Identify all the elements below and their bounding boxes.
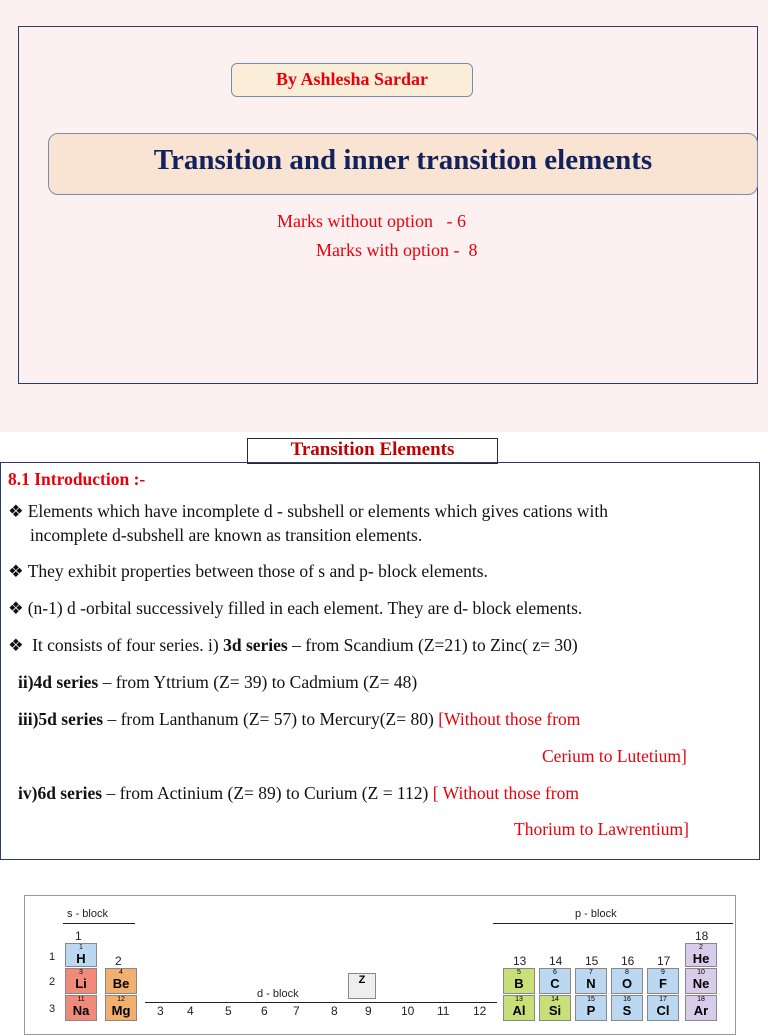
element-cell-na — [65, 995, 97, 1021]
element-cell-he — [685, 943, 717, 967]
element-cell-h — [65, 943, 97, 967]
group-number-label: 8 — [331, 1004, 338, 1018]
p-block-arrow — [493, 923, 733, 924]
series-6d-text: – from Actinium (Z= 89) to Curium (Z = 112) — [102, 783, 433, 803]
s-block-label: s - block — [67, 908, 108, 920]
bullet-1-text: Elements which have incomplete d - subshell or elements which gives cations with — [27, 501, 608, 521]
page-title: Transition and inner transition elements — [48, 133, 758, 195]
atomic-number: 8 — [625, 969, 629, 976]
series-5d-name: iii)5d series — [18, 709, 104, 729]
bullet-4-prefix: It consists of four series. i) — [27, 635, 224, 655]
diamond-bullet-icon: ❖ — [8, 501, 24, 521]
atomic-number: 14 — [551, 996, 559, 1003]
atomic-number: 11 — [77, 996, 85, 1003]
title-slide — [0, 0, 768, 432]
legend-key-symbol: Z — [358, 974, 366, 986]
element-symbol: O — [621, 976, 633, 991]
element-cell-p — [575, 995, 607, 1021]
group-number-label: 11 — [437, 1004, 450, 1018]
element-cell-f — [647, 968, 679, 994]
legend-key-cell — [348, 973, 376, 999]
atomic-number: 15 — [587, 996, 595, 1003]
atomic-number: 4 — [119, 969, 123, 976]
element-symbol: C — [550, 976, 560, 991]
element-cell-ne — [685, 968, 717, 994]
s-block-arrow — [63, 923, 135, 924]
atomic-number: 7 — [589, 969, 593, 976]
group-number-label: 3 — [157, 1004, 164, 1018]
element-symbol: He — [692, 951, 710, 966]
group-number-label: 10 — [401, 1004, 415, 1018]
series-3d-name: 3d series — [223, 635, 288, 655]
series-3d-text: – from Scandium (Z=21) to Zinc( z= 30) — [287, 635, 578, 655]
group-number-label: 18 — [695, 929, 709, 943]
group-number-label: 16 — [621, 954, 635, 968]
series-4d-text: – from Yttrium (Z= 39) to Cadmium (Z= 48) — [98, 672, 418, 692]
element-cell-c — [539, 968, 571, 994]
period-number-label: 3 — [49, 1003, 56, 1015]
element-cell-s — [611, 995, 643, 1021]
element-symbol: Li — [75, 976, 87, 991]
element-symbol: Ne — [692, 976, 710, 991]
series-5d-text: – from Lanthanum (Z= 57) to Mercury(Z= 80) — [103, 709, 439, 729]
group-number-label: 6 — [261, 1004, 268, 1018]
atomic-number: 16 — [623, 996, 631, 1003]
group-number-label: 17 — [657, 954, 671, 968]
element-cell-be — [105, 968, 137, 994]
periodic-table-image — [24, 895, 736, 1035]
series-6d-note: [ Without those from — [432, 783, 579, 803]
group-number-label: 5 — [225, 1004, 232, 1018]
element-symbol: F — [659, 976, 667, 991]
intro-heading: 8.1 Introduction :- — [8, 469, 146, 489]
element-symbol: Ar — [693, 1003, 709, 1018]
group-number-label: 9 — [365, 1004, 372, 1018]
group-number-label: 7 — [293, 1004, 300, 1018]
d-block-label: d - block — [257, 988, 299, 1000]
period-number-label: 1 — [49, 951, 56, 963]
atomic-number: 5 — [517, 969, 521, 976]
element-cell-cl — [647, 995, 679, 1021]
section-title: Transition Elements — [247, 438, 498, 464]
series-6d — [18, 783, 579, 804]
bullet-3 — [8, 598, 582, 619]
element-symbol: P — [586, 1003, 596, 1018]
group-number-label: 15 — [585, 954, 599, 968]
group-number-label: 1 — [75, 929, 82, 943]
group-number-label: 4 — [187, 1004, 194, 1018]
group-number-label: 14 — [549, 954, 563, 968]
element-symbol: Si — [548, 1003, 562, 1018]
atomic-number: 10 — [697, 969, 705, 976]
author-label: By Ashlesha Sardar — [231, 63, 473, 97]
series-6d-note-continuation: Thorium to Lawrentium] — [514, 819, 689, 839]
element-cell-si — [539, 995, 571, 1021]
atomic-number: 9 — [661, 969, 665, 976]
bullet-2-text: They exhibit properties between those of s and p- block elements. — [27, 561, 488, 581]
series-5d — [18, 709, 580, 730]
element-symbol: B — [514, 976, 524, 991]
atomic-number: 13 — [515, 996, 523, 1003]
diamond-bullet-icon: ❖ — [8, 635, 24, 655]
atomic-number: 12 — [117, 996, 125, 1003]
bullet-1-continuation: incomplete d-subshell are known as transition elements. — [30, 525, 423, 545]
bullet-2 — [8, 561, 488, 582]
element-symbol: S — [622, 1003, 632, 1018]
series-5d-note: [Without those from — [438, 709, 581, 729]
element-symbol: N — [586, 976, 596, 991]
element-cell-al — [503, 995, 535, 1021]
element-symbol: Cl — [656, 1003, 670, 1018]
atomic-number: 6 — [553, 969, 557, 976]
group-number-label: 2 — [115, 954, 122, 968]
marks-without-option: Marks without option - 6 — [277, 211, 466, 231]
diamond-bullet-icon: ❖ — [8, 561, 24, 581]
element-cell-o — [611, 968, 643, 994]
p-block-label: p - block — [575, 908, 617, 920]
series-4d-name: ii)4d series — [18, 672, 99, 692]
atomic-number: 18 — [697, 996, 705, 1003]
period-number-label: 2 — [49, 976, 56, 988]
element-symbol: Na — [72, 1003, 90, 1018]
element-symbol: Be — [112, 976, 130, 991]
series-4d — [18, 672, 417, 693]
group-number-label: 13 — [513, 954, 527, 968]
element-cell-b — [503, 968, 535, 994]
atomic-number: 3 — [79, 969, 83, 976]
atomic-number: 17 — [659, 996, 667, 1003]
element-cell-li — [65, 968, 97, 994]
element-cell-ar — [685, 995, 717, 1021]
marks-with-option: Marks with option - 8 — [316, 240, 478, 260]
atomic-number: 2 — [699, 944, 703, 951]
atomic-number: 1 — [79, 944, 83, 951]
bullet-3-text: (n-1) d -orbital successively filled in each element. They are d- block elements. — [27, 598, 583, 618]
element-symbol: H — [76, 951, 86, 966]
series-6d-name: iv)6d series — [18, 783, 103, 803]
bullet-1 — [8, 501, 608, 522]
element-symbol: Mg — [111, 1003, 131, 1018]
element-cell-mg — [105, 995, 137, 1021]
series-5d-note-continuation: Cerium to Lutetium] — [542, 746, 687, 766]
element-cell-n — [575, 968, 607, 994]
group-number-label: 12 — [473, 1004, 487, 1018]
diamond-bullet-icon: ❖ — [8, 598, 24, 618]
d-block-arrow — [145, 1002, 497, 1003]
bullet-4 — [8, 635, 578, 656]
element-symbol: Al — [512, 1003, 526, 1018]
